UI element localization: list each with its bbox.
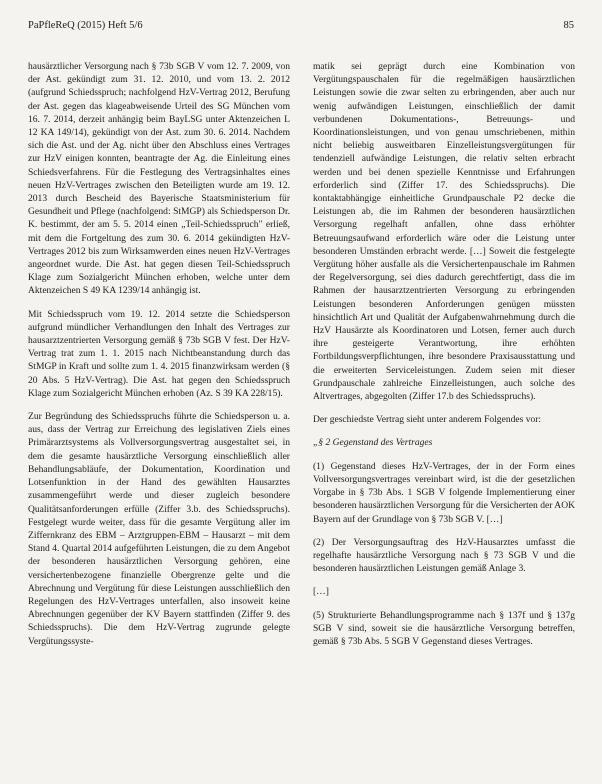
paragraph: Mit Schiedsspruch vom 19. 12. 2014 setzte die Schiedsperson aufgrund mündlicher Verhandlungen den Inhalt des Vertrages zur hausarztzentrierten Versorgung gemäß § 73b SGB V fest. Der HzV-Vertrag trat zum 1. 1. 2015 nach Nichtbeanstandung durch das StMGP in Kraft und sollte zum 1. 4. 2015 finanzwirksam werden (§ 20 Abs. 5 HzV-Vertrag). Die Ast. hat gegen den Schiedsspruch Klage zum Sozialgericht München erhoben (Az. S 39 KA 228/15).	[28, 308, 290, 399]
journal-reference: PaPfleReQ (2015) Heft 5/6	[28, 20, 143, 31]
ellipsis: […]	[313, 586, 329, 598]
right-column	[313, 60, 575, 648]
paragraph: matik sei geprägt durch eine Kombination von Vergütungspauschalen für die regelmäßigen hausärztlichen Leistungen sowie die zwar selten zu erbringenden, aber auch nur wenig aufwändigen Leistungen, einschließlich der damit verbundenen Dokumentations-, Betreuungs- und Koordinationsleistungen, und von genau umschriebenen, mithin nicht beliebig ausweitbaren Einzelleistungsvergütungen für tendenziell aufwändige Leistungen, die relativ selten erbracht werden und bei denen spezielle Kenntnisse und Erfahrungen erforderlich sind (Ziffer 17. des Schiedsspruchs). Die kontaktabhängige einheitliche Grundpauschale P2 decke die Leistungen ab, die im Rahmen der besonderen hausärztlichen Versorgung regelhaft anfallen, ohne dass erhöhter Betreuungsaufwand erforderlich wäre oder die Leistung unter besonderen Umständen erbracht werde. […] Soweit die festgelegte Vergütung höher ausfalle als die Versichertenpauschale im Rahmen der Regelversorgung, sei dies dadurch gerechtfertigt, dass die im Rahmen der hausarztzentrierten Versorgung zu erbringenden Leistungen besonderen Anforderungen genügen müssten hinsichtlich Art und Qualität der Aufgabenwahrnehmung durch die HzV Hausärzte als Koordinatoren und Lotsen, ferner auch durch ihre gesteigerte Verantwortung, ihre erhöhten Fortbildungsverpflichtungen, ihre besondere Praxisausstattung und die erweiterten Serviceleistungen. Zudem seien mit dieser Grundpauschale zahlreiche Einzelleistungen, auch solche des Altvertrages, abgegolten (Ziffer 17.b des Schiedsspruchs).	[313, 61, 575, 403]
paragraph: Zur Begründung des Schiedsspruchs führte die Schiedsperson u. a. aus, dass der Vertrag zur Erreichung des legislativen Ziels eines Primärarztsystems als Vollversorgungsvertrag ausgestaltet sei, in dem die gesamte hausärztliche Versorgung einschließlich aller Behandlungsabläufe, der Dokumentation, Koordination und Lotsenfunktion in der Hand des gewählten Hausarztes zusammengeführt werde und dieser zugleich besondere Qualitätsanforderungen erfülle (Ziffer 3.b. des Schiedsspruchs). Festgelegt wurde weiter, dass für die gesamte Vergütung aller im Ziffernkranz des EBM – Arztgruppen-EBM – Hausarzt – mit dem Stand 4. Quartal 2014 aufgeführten Leistungen, die zu dem Angebot der besonderen hausärztlichen Versorgung gehören, eine versichertenbezogene finanzielle Obergrenze gelte und die Abrechnung und Vergütung für diese Leistungen ausschließlich den Regelungen des HzV-Vertrages unterfallen, also insoweit keine Abrechnungen gegenüber der KV Bayern stattfinden (Ziffer 9. des Schiedsspruchs). Die dem HzV-Vertrag zugrunde gelegte Vergütungssyste-	[28, 411, 290, 647]
section-heading: „§ 2 Gegenstand des Vertrages	[313, 437, 433, 449]
paragraph: Der geschiedste Vertrag sieht unter anderem Folgendes vor:	[313, 414, 542, 426]
paragraph: (2) Der Versorgungsauftrag des HzV-Hausarztes umfasst die regelhafte hausärztliche Versorgung nach § 73 SGB V und die besonderen hausärztlichen Leistungen gemäß Anlage 3.	[313, 536, 575, 575]
page-header	[28, 20, 574, 31]
paragraph: (5) Strukturierte Behandlungsprogramme nach § 137f und § 137g SGB V sind, soweit sie die hausärztliche Versorgung betreffen, gemäß § 73b Abs. 5 SGB V Gegenstand dieses Vertrages.	[313, 609, 575, 647]
paragraph: (1) Gegenstand dieses HzV-Vertrages, der in der Form eines Vollversorgungsvertrages vereinbart wird, ist die der gesetzlichen Vorgabe in § 73b Abs. 1 SGB V folgende Implementierung einer besonderen hausärztlichen Versorgung für die Versicherten der AOK Bayern auf der Grundlage von § 73b SGB V. […]	[313, 460, 575, 525]
page-number: 85	[563, 20, 574, 31]
left-column	[28, 60, 290, 648]
paragraph: hausärztlicher Versorgung nach § 73b SGB V vom 12. 7. 2009, von der Ast. gekündigt zum 31. 12. 2010, und vom 13. 2. 2012 (aufgrund Schiedsspruch; nachfolgend HzV-Vertrag 2012, Berufung der Ast. gegen das klageabweisende Urteil des SG München vom 16. 7. 2014, derzeit anhängig beim BayLSG unter Aktenzeichen L 12 KA 149/14), gekündigt von der Ast. zum 30. 6. 2014. Nachdem sich die Ast. und der Ag. nicht über den Abschluss eines Vertrages zur HzV einigen konnten, beantragte der Ag. die Einleitung eines Schiedsverfahrens. Für die Festlegung des Vertragsinhaltes eines neuen HzV-Vertrages zwischen den Beteiligten wurde am 19. 12. 2013 durch Bescheid des Bayerische Staatsministerium für Gesundheit und Pflege (nachfolgend: StMGP) als Schiedsperson Dr. K. bestimmt, der am 5. 5. 2014 einen „Teil-Schiedsspruch" erließ, mit dem die Fortgeltung des zum 30. 6. 2014 gekündigten HzV-Vertrages 2012 bis zum Wirksamwerden eines neuen HzV-Vertrages angeordnet wurde. Die Ast. hat gegen diesen Teil-Schiedsspruch Klage zum Sozialgericht München erhoben, welche unter dem Aktenzeichen S 49 KA 1239/14 anhängig ist.	[28, 61, 290, 297]
